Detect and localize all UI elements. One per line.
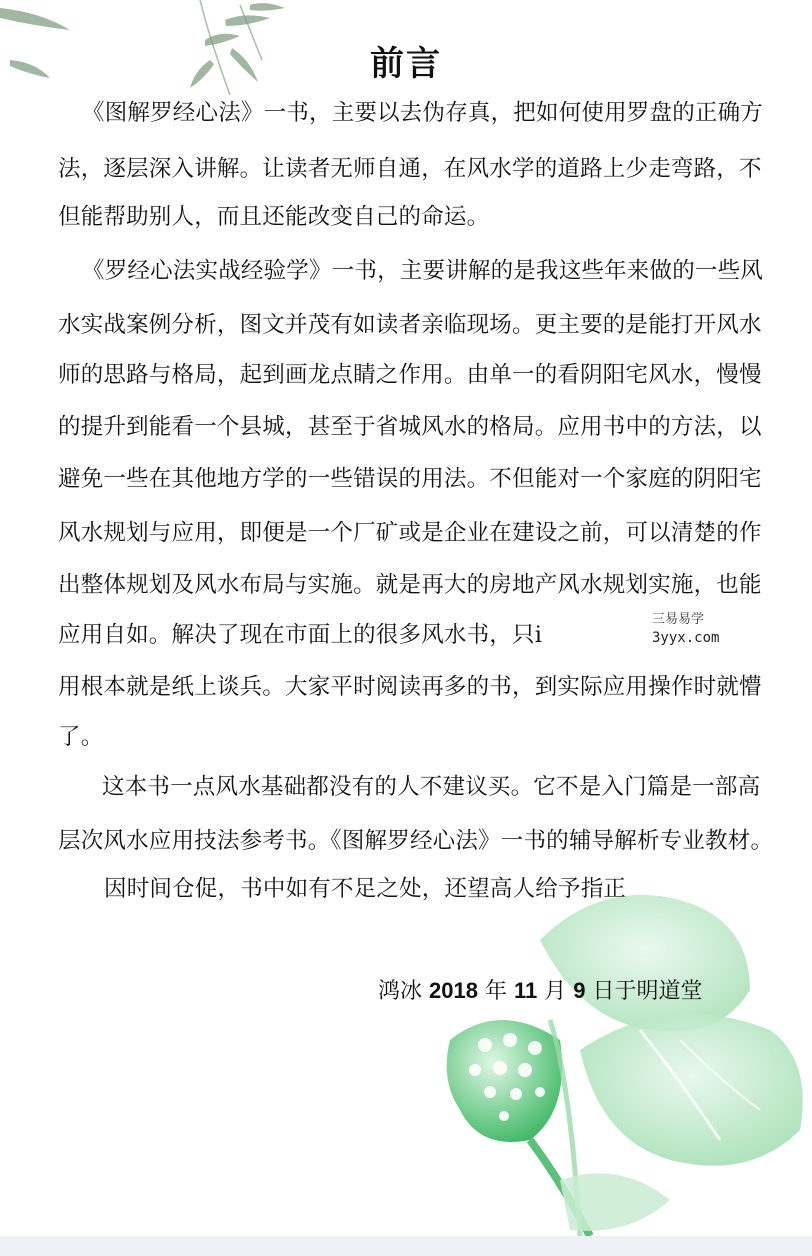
paragraph-4-line-1: 因时间仓促，书中如有不足之处，还望高人给予指正 [104,876,627,902]
paragraph-2-line-3: 师的思路与格局，起到画龙点睛之作用。由单一的看阴阳宅风水，慢慢 [58,362,762,388]
signature-year: 2018 [429,978,478,1003]
paragraph-2-line-1: 《罗经心法实战经验学》一书，主要讲解的是我这些年来做的一些风 [82,258,764,284]
paragraph-3-line-2: 层次风水应用技法参考书。《图解罗经心法》一书的辅导解析专业教材。 [58,828,774,854]
signature-month: 11 [513,978,538,1003]
paragraph-2-line-7: 出整体规划及风水布局与实施。就是再大的房地产风水规划实施，也能 [58,572,762,598]
paragraph-1-line-3: 但能帮助别人，而且还能改变自己的命运。 [58,204,490,230]
lotus-decoration [420,880,812,1236]
bottom-bar [0,1236,812,1256]
paragraph-2-line-9: 用根本就是纸上谈兵。大家平时阅读再多的书，到实际应用操作时就懵 [58,674,762,700]
paragraph-2-line-8: 应用自如。解决了现在市面上的很多风水书，只i [58,622,543,648]
paragraph-1-line-1: 《图解罗经心法》一书，主要以去伪存真，把如何使用罗盘的正确方 [82,100,764,126]
paragraph-2-line-2: 水实战案例分析，图文并茂有如读者亲临现场。更主要的是能打开风水 [58,312,762,338]
signature-day-unit: 日 [592,979,615,1004]
signature-day: 9 [573,978,586,1003]
watermark-site: 3yyx.com [652,630,720,646]
signature-month-unit: 月 [544,979,567,1004]
paragraph-2-line-10: 了。 [58,724,104,750]
paragraph-2-line-4: 的提升到能看一个县城，甚至于省城风水的格局。应用书中的方法，以 [58,414,762,440]
watermark-name: 三易易学 [652,612,705,627]
paragraph-2-line-6: 风水规划与应用，即便是一个厂矿或是企业在建设之前，可以清楚的作 [58,520,762,546]
signature-place: 于明道堂 [614,979,703,1004]
signature-year-unit: 年 [484,979,507,1004]
paragraph-2-line-5: 避免一些在其他地方学的一些错误的用法。不但能对一个家庭的阴阳宅 [58,466,762,492]
paragraph-3-line-1: 这本书一点风水基础都没有的人不建议买。它不是入门篇是一部高 [102,774,761,800]
paragraph-1-line-2: 法，逐层深入讲解。让读者无师自通，在风水学的道路上少走弯路，不 [58,156,762,182]
signature-author: 鸿冰 [378,979,423,1004]
signature [378,976,703,1007]
page-title: 前言 [370,44,442,84]
